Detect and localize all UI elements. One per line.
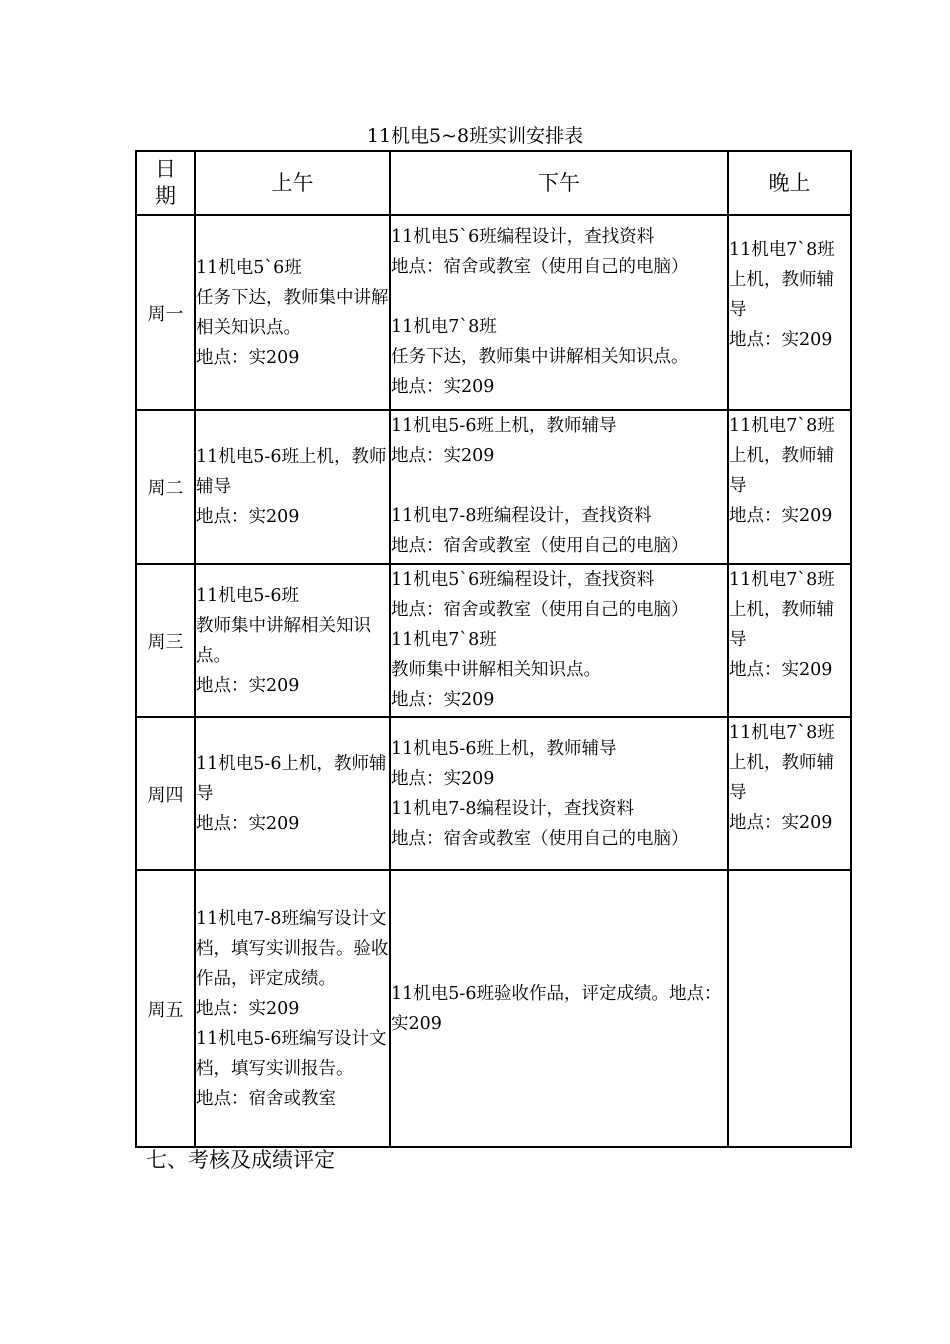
cell-line: 11机电5-6班上机，教师辅导 [391,738,617,759]
morning-cell [195,564,390,717]
evening-cell [728,410,851,564]
table-row [136,410,851,564]
header-day [136,151,195,215]
cell-line: 11机电7-8班编程设计，查找资料 [391,506,652,526]
cell-line: 11机电5-6班上机，教师辅导 [391,416,617,436]
day-cell: 周二 [136,410,195,564]
header-day-line1: 日 [155,157,176,181]
cell-line: 教师集中讲解相关知识点。 [391,660,601,680]
header-afternoon: 下午 [390,151,728,215]
page-title: 11机电5~8班实训安排表 [366,125,584,147]
day-cell: 周四 [136,717,195,870]
morning-cell [195,717,390,870]
cell-line: 任务下达，教师集中讲解相关知识点。 [196,287,389,338]
table-row [136,870,851,1147]
day-cell: 周三 [136,564,195,717]
cell-line: 地点：实209 [391,377,495,397]
cell-line: 地点：实209 [729,660,833,680]
cell-line: 11机电7-8班编写设计文档，填写实训报告。验收作品，评定成绩。 [196,908,389,989]
cell-line: 地点：宿舍或教室（使用自己的电脑） [391,600,689,620]
cell-line: 11机电5-6班 [196,585,299,606]
cell-line: 11机电7-8编程设计，查找资料 [391,798,634,819]
cell-line: 11机电5-6上机，教师辅导 [196,753,387,804]
table-row [136,215,851,410]
evening-cell [728,564,851,717]
section-heading: 七、考核及成绩评定 [146,1148,335,1172]
cell-line: 地点：实209 [196,347,300,368]
cell-line: 地点：实209 [196,675,300,696]
header-row [136,151,851,215]
header-morning: 上午 [195,151,390,215]
afternoon-cell [390,564,728,717]
header-evening: 晚上 [728,151,851,215]
cell-line: 11机电7`8班上机，教师辅导 [729,416,835,496]
cell-line: 地点：宿舍或教室（使用自己的电脑） [391,257,689,277]
evening-cell [728,717,851,870]
cell-line: 地点：实209 [196,813,300,834]
evening-cell [728,215,851,410]
afternoon-cell [390,410,728,564]
cell-line: 11机电7`8班上机，教师辅导 [729,240,835,320]
header-day-line2: 期 [155,184,176,208]
afternoon-cell [390,870,728,1147]
cell-line: 地点：实209 [729,506,833,526]
afternoon-cell [390,215,728,410]
cell-line: 地点：实209 [391,446,495,466]
morning-cell [195,215,390,410]
cell-line: 地点：宿舍或教室 [196,1088,336,1109]
cell-line: 地点：实209 [729,330,833,350]
morning-cell [195,410,390,564]
cell-line: 11机电5`6班 [196,257,302,278]
cell-line: 11机电5-6班上机，教师辅导 [196,447,387,497]
day-cell: 周五 [136,870,195,1147]
blank-line [391,282,727,312]
cell-line: 11机电5-6班验收作品，评定成绩。地点：实209 [391,983,722,1034]
cell-line: 11机电5`6班编程设计，查找资料 [391,227,655,247]
cell-line: 地点：宿舍或教室（使用自己的电脑） [391,828,689,849]
cell-line: 11机电7`8班上机，教师辅导 [729,570,835,650]
cell-line: 11机电7`8班 [391,630,497,650]
cell-line: 11机电7`8班 [391,317,497,337]
day-cell: 周一 [136,215,195,410]
schedule-table [135,150,852,1148]
morning-cell [195,870,390,1147]
blank-line [391,471,727,501]
table-row [136,564,851,717]
table-row [136,717,851,870]
cell-line: 地点：实209 [729,813,833,833]
cell-line: 11机电5`6班编程设计，查找资料 [391,570,655,590]
cell-line: 地点：实209 [196,507,300,527]
evening-cell [728,870,851,1147]
cell-line: 地点：实209 [391,690,495,710]
cell-line: 地点：实209 [196,998,300,1019]
afternoon-cell [390,717,728,870]
cell-line: 11机电5-6班编写设计文档，填写实训报告。 [196,1028,387,1079]
cell-line: 11机电7`8班上机，教师辅导 [729,723,835,803]
cell-line: 教师集中讲解相关知识点。 [196,615,371,666]
cell-line: 任务下达，教师集中讲解相关知识点。 [391,347,689,367]
cell-line: 地点：实209 [391,768,495,789]
cell-line: 地点：宿舍或教室（使用自己的电脑） [391,536,689,556]
